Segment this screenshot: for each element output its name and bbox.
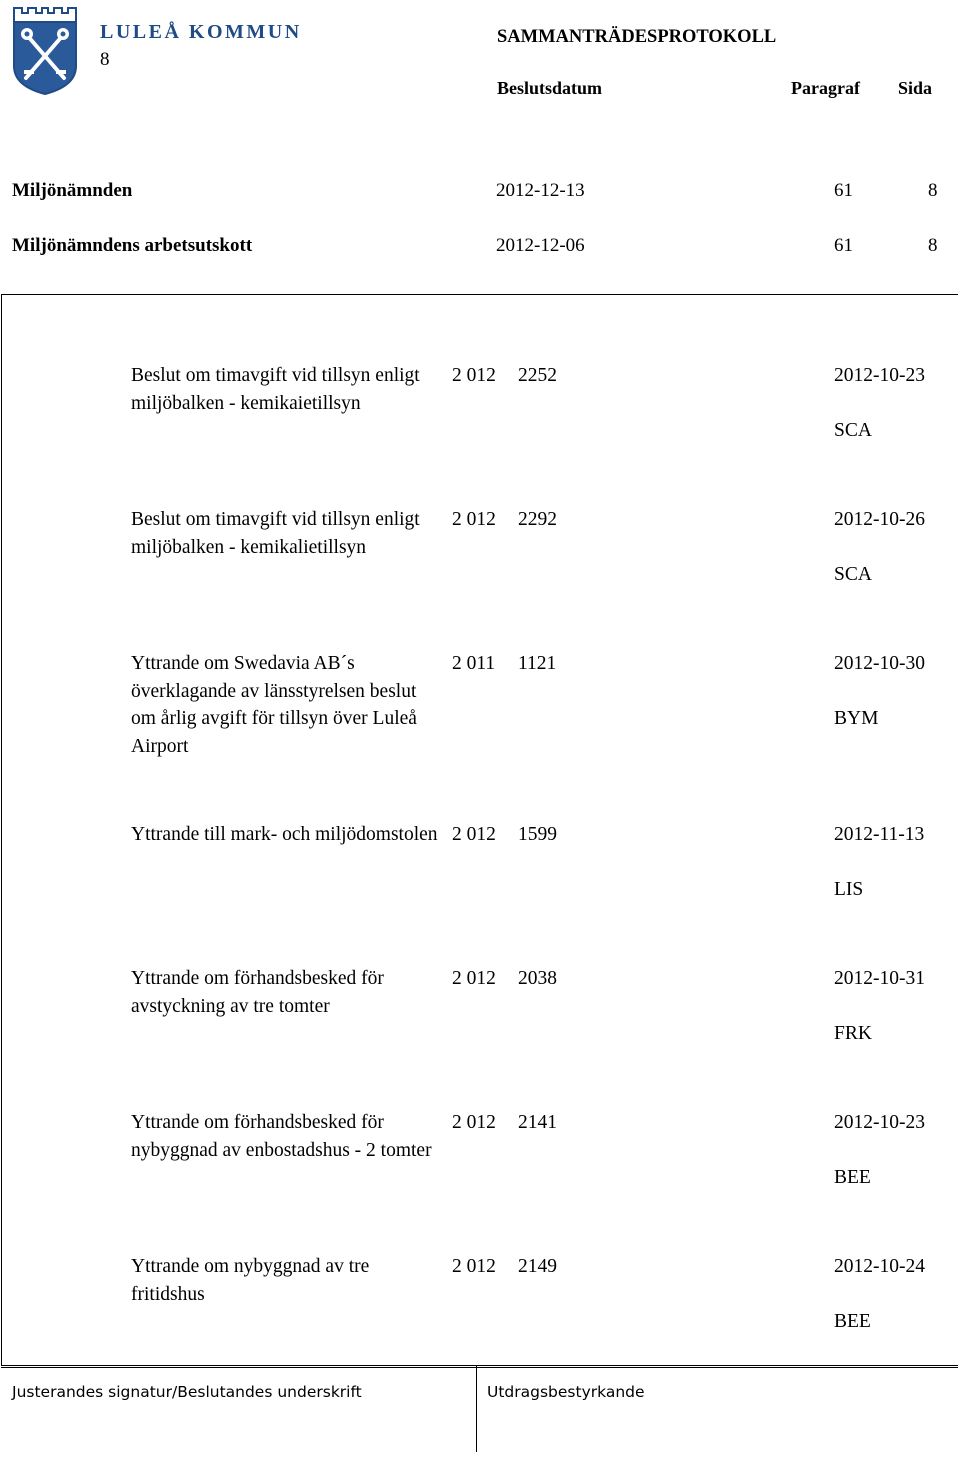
meeting-paragraph: 61 [834,235,853,256]
entry-number: 2038 [518,968,557,989]
label-page: Sida [898,78,933,98]
entry-unit: SCA [834,564,872,585]
entry-date: 2012-10-24 [834,1256,925,1277]
entry-title: Beslut om timavgift vid tillsyn enligt miljöbalken - kemikaietillsyn [131,365,420,414]
frame-left-border [1,294,2,1366]
entry-year: 2 011 [452,653,496,674]
meeting-name: Miljönämndens arbetsutskott [12,235,253,256]
entry-number: 1121 [518,653,557,674]
entry-year: 2 012 [452,509,496,530]
entry-year: 2 012 [452,1256,496,1277]
entry-date: 2012-10-23 [834,1112,925,1133]
footer-top-border-double [1,1367,958,1368]
entry-year: 2 012 [452,824,496,845]
entry-date: 2012-11-13 [834,824,925,845]
page-number: 8 [100,49,110,70]
entry-title: Beslut om timavgift vid tillsyn enligt miljöbalken - kemikalietillsyn [131,509,420,558]
entry-number: 2292 [518,509,557,530]
entry-unit: BEE [834,1167,871,1188]
entry-date: 2012-10-23 [834,365,925,386]
entry-title: Yttrande om nybyggnad av tre fritidshus [131,1256,370,1305]
entry-date: 2012-10-30 [834,653,925,674]
entry-title: Yttrande om förhandsbesked för avstyckning av tre tomter [131,968,384,1017]
list-item [131,362,951,502]
list-item [131,650,951,790]
label-decision-date: Beslutsdatum [497,78,603,98]
list-item [131,1109,951,1249]
entry-unit: SCA [834,420,872,441]
signature-label: Justerandes signatur/Beslutandes underskrift [12,1383,362,1401]
label-paragraph: Paragraf [791,78,860,98]
meeting-paragraph: 61 [834,180,853,201]
meeting-date: 2012-12-13 [496,180,585,201]
signature-divider [476,1366,477,1452]
entry-year: 2 012 [452,968,496,989]
entry-unit: BYM [834,708,879,729]
entry-date: 2012-10-31 [834,968,925,989]
entry-number: 1599 [518,824,557,845]
frame-top-border [1,294,958,295]
entry-unit: FRK [834,1023,872,1044]
entry-title: Yttrande om Swedavia AB´s överklagande av länsstyrelsen beslut om årlig avgift för tillsyn över Luleå Airport [131,653,417,758]
entry-unit: BEE [834,1311,871,1332]
list-item [131,821,951,961]
municipality-coat-of-arms-icon [12,4,78,96]
entry-year: 2 012 [452,1112,496,1133]
list-item [131,965,951,1105]
document-title: SAMMANTRÄDESPROTOKOLL [497,27,777,47]
entry-year: 2 012 [452,365,496,386]
list-item [131,1253,951,1393]
entry-unit: LIS [834,879,864,900]
meeting-page: 8 [928,235,938,256]
entry-number: 2252 [518,365,557,386]
certification-label: Utdragsbestyrkande [487,1383,645,1401]
meeting-name: Miljönämnden [12,180,133,201]
entry-title: Yttrande till mark- och miljödomstolen [131,824,438,845]
entry-date: 2012-10-26 [834,509,925,530]
entry-title: Yttrande om förhandsbesked för nybyggnad av enbostadshus - 2 tomter [131,1112,432,1161]
entry-number: 2149 [518,1256,557,1277]
meeting-date: 2012-12-06 [496,235,585,256]
municipality-name: LULEÅ KOMMUN [100,21,302,43]
entry-number: 2141 [518,1112,557,1133]
footer-top-border [1,1365,958,1366]
meeting-page: 8 [928,180,938,201]
list-item [131,506,951,646]
